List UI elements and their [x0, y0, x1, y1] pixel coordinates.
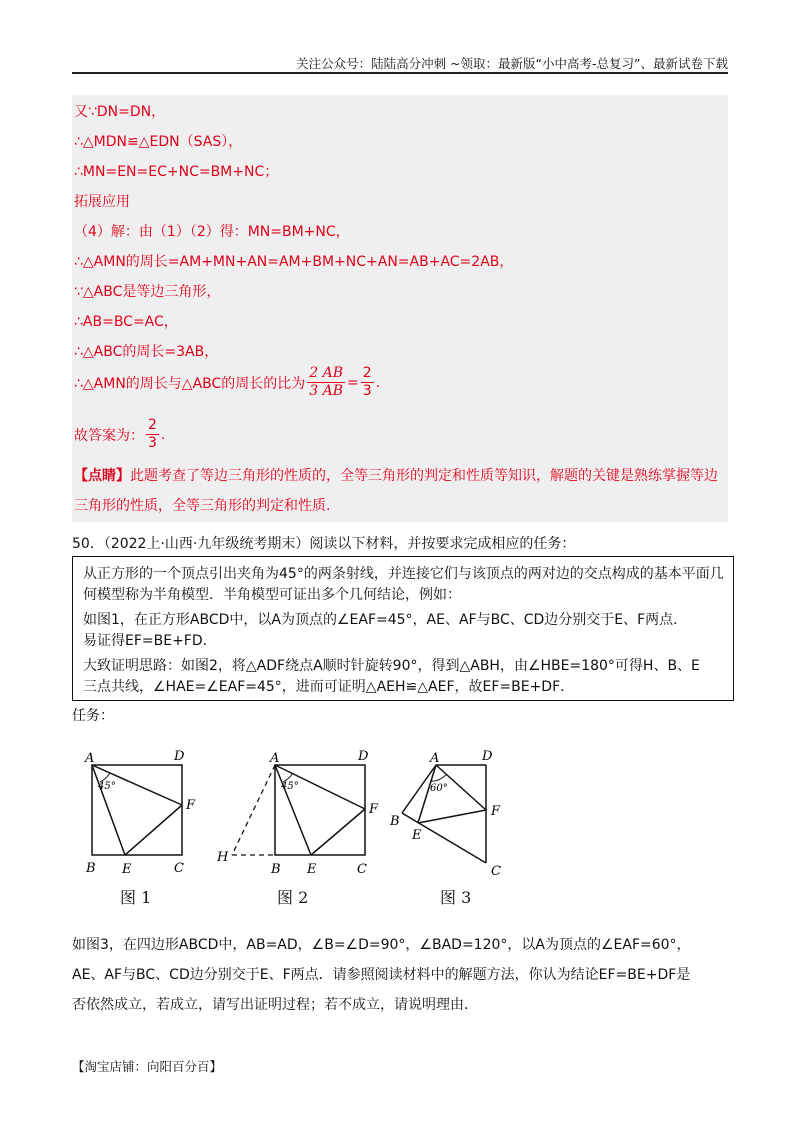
comment-note [74, 461, 728, 521]
figure-1 [82, 745, 202, 907]
fraction-numerator: 2 [362, 365, 372, 381]
comment-tag: 【点睛】 [74, 468, 130, 484]
period: . [160, 426, 166, 443]
figure-1-diagram [82, 745, 202, 875]
page-footer: 【淘宝店铺：向阳百分百】 [72, 1059, 223, 1074]
label-C: C [491, 864, 501, 879]
reading-material-box [72, 556, 734, 701]
final-answer-fraction [146, 417, 159, 452]
equals-sign: = [347, 374, 359, 391]
label-B: B [271, 862, 281, 877]
figure-3 [388, 745, 518, 907]
fraction-denominator: 3 AB [309, 383, 344, 399]
figure-caption: 图 1 [120, 888, 152, 907]
fraction-denominator: 3 [362, 383, 372, 399]
material-line: 大致证明思路：如图2，将△ADF绕点A顺时针旋转90°，得到△ABH，由∠HBE=180°可得H、B、E [83, 658, 700, 674]
label-D: D [174, 749, 185, 764]
figure-2-diagram [215, 745, 385, 875]
comment-text: 此题考查了等边三角形的性质的，全等三角形的判定和性质等知识，解题的关键是熟练掌握等边三角形的性质，全等三角形的判定和性质. [74, 468, 718, 514]
page-header: 关注公众号：陆陆高分冲刺 ~领取：最新版“小中高考-总复习”、最新试卷下载 [296, 56, 728, 71]
angle-label: 45° [281, 781, 299, 792]
label-F: F [491, 804, 501, 819]
figure-2 [215, 745, 385, 907]
material-line: 三点共线，∠HAE=∠EAF=45°，进而可证明△AEH≌△AEF，故EF=BE+DF． [83, 679, 575, 695]
label-B: B [390, 814, 400, 829]
figure-3-diagram [388, 745, 518, 879]
figure-caption: 图 2 [277, 888, 309, 907]
label-A: A [85, 751, 95, 766]
final-answer-line [74, 417, 165, 452]
header-rule [72, 72, 728, 74]
figure-caption: 图 3 [440, 888, 472, 907]
label-B: B [86, 861, 96, 876]
answer-block [72, 95, 728, 522]
fraction-denominator: 3 [148, 435, 157, 451]
angle-label: 60° [430, 783, 448, 794]
label-H: H [217, 850, 229, 865]
label-A: A [270, 751, 280, 766]
answer-line: ∴△MDN≌△EDN（SAS）， [74, 134, 243, 150]
answer-line: 又∵DN=DN， [74, 104, 166, 120]
label-F: F [369, 802, 379, 817]
answer-section-heading: 拓展应用 [74, 194, 130, 210]
answer-line: （4）解：由（1）（2）得：MN=BM+NC， [74, 224, 350, 240]
problem-line: 如图3，在四边形ABCD中，AB=AD，∠B=∠D=90°，∠BAD=120°，以A为顶点的∠EAF=60°， [72, 937, 691, 953]
angle-label: 45° [98, 781, 116, 792]
answer-line: ∴MN=EN=EC+NC=BM+NC； [74, 164, 279, 180]
problem-line: 否依然成立，若成立，请写出证明过程；若不成立，请说明理由． [72, 997, 478, 1013]
problem-line: AE、AF与BC、CD边分别交于E、F两点．请参照阅读材料中的解题方法，你认为结论EF=BE+DF是 [72, 967, 691, 983]
answer-line: ∴△ABC的周长=3AB， [74, 344, 219, 360]
label-E: E [412, 828, 422, 843]
answer-line: ∴AB=BC=AC， [74, 314, 178, 330]
question-heading: 50．（2022上·山西·九年级统考期末）阅读以下材料，并按要求完成相应的任务： [72, 536, 576, 552]
material-line: 如图1，在正方形ABCD中，以A为顶点的∠EAF=45°，AE、AF与BC、CD边分别交于E、F两点． [83, 612, 688, 628]
ratio-line-prefix: ∴△AMN的周长与△ABC的周长的比为 [74, 375, 306, 392]
period: . [375, 374, 381, 391]
label-F: F [186, 798, 196, 813]
label-E: E [307, 862, 317, 877]
material-line: 易证得EF=BE+FD． [83, 633, 217, 649]
ratio-line [74, 365, 380, 400]
final-answer-prefix: 故答案为： [74, 427, 144, 444]
label-C: C [174, 861, 184, 876]
label-A: A [430, 751, 440, 766]
ratio-fraction-value [361, 365, 374, 400]
answer-line: ∵△ABC是等边三角形， [74, 284, 221, 300]
label-D: D [482, 749, 493, 764]
label-E: E [122, 862, 132, 877]
material-line: 从正方形的一个顶点引出夹角为45°的两条射线，并连接它们与该顶点的两对边的交点构成的基本平面几 [83, 566, 724, 582]
label-D: D [358, 749, 369, 764]
ratio-fraction-ab [307, 365, 345, 400]
label-C: C [357, 862, 367, 877]
task-label: 任务： [72, 708, 114, 724]
fraction-numerator: 2 [148, 417, 157, 433]
answer-line: ∴△AMN的周长=AM+MN+AN=AM+BM+NC+AN=AB+AC=2AB， [74, 254, 514, 270]
material-line: 何模型称为半角模型．半角模型可证出多个几何结论，例如： [83, 587, 461, 603]
fraction-numerator: 2 AB [309, 365, 344, 381]
